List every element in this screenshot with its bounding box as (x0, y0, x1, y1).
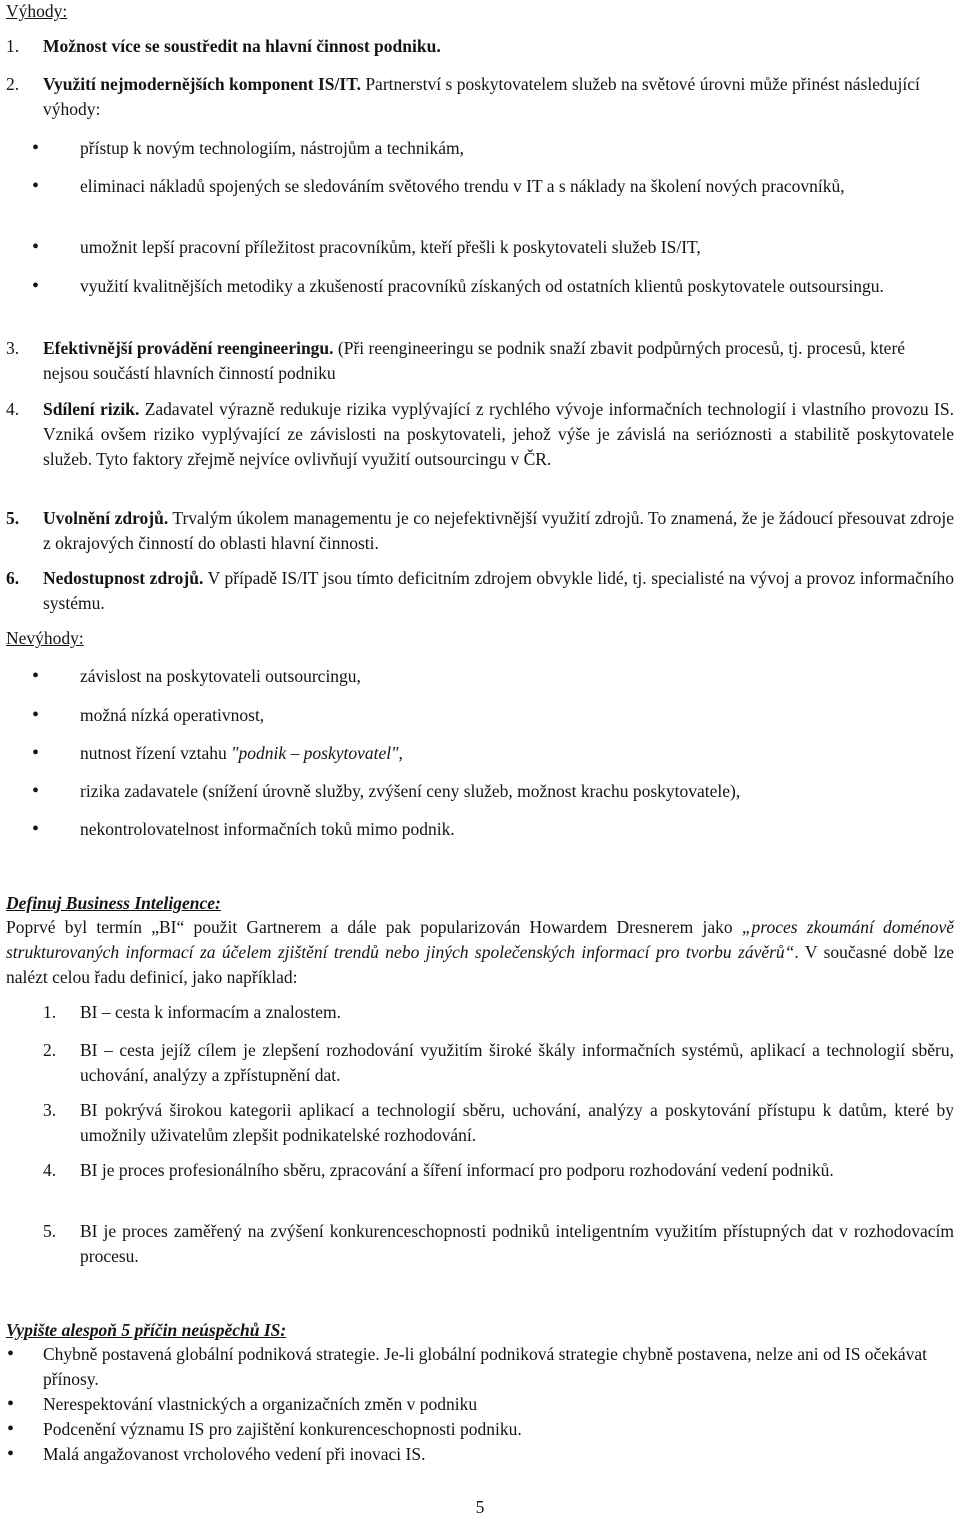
bullet-icon (7, 1417, 21, 1442)
list-item: BI pokrývá širokou kategorii aplikací a technologií sběru, uchování, analýzy a poskytování přístupu k datům, které by umožnily uživatelům zlepšit podnikatelské rozhodování. (80, 1100, 954, 1145)
list-item: přístup k novým technologiím, nástrojům a technikám, (80, 138, 464, 158)
list-item: rizika zadavatele (snížení úrovně služby, zvýšení ceny služeb, možnost krachu poskytovatele), (80, 781, 741, 801)
bullet-icon (32, 741, 46, 766)
bullet-icon (32, 779, 46, 804)
list-item: závislost na poskytovateli outsourcingu, (80, 666, 361, 686)
list-number: 1. (6, 36, 20, 56)
bullet-icon (32, 235, 46, 260)
disadvantages-heading: Nevýhody: (6, 628, 84, 648)
bullet-icon (7, 1392, 21, 1417)
bullet-icon (7, 1442, 21, 1467)
list-item (43, 397, 954, 472)
item-bold: Uvolnění zdrojů. (43, 508, 169, 528)
list-item (43, 34, 954, 59)
list-item: Malá angažovanost vrcholového vedení při inovaci IS. (43, 1444, 426, 1464)
list-item (80, 741, 954, 766)
list-item: BI je proces profesionálního sběru, zpracování a šíření informací pro podporu rozhodování vedení podniků. (80, 1160, 834, 1180)
list-item: nekontrolovatelnost informačních toků mimo podnik. (80, 819, 455, 839)
list-item: eliminaci nákladů spojených se sledováním světového trendu v IT a s náklady na školení nových pracovníků, (80, 176, 845, 196)
list-number: 6. (6, 568, 20, 588)
item-bold: Nedostupnost zdrojů. (43, 568, 204, 588)
list-item: umožnit lepší pracovní příležitost pracovníkům, kteří přešli k poskytovateli služeb IS/IT, (80, 237, 701, 257)
list-number: 4. (43, 1160, 57, 1180)
item-italic: "podnik – poskytovatel", (231, 743, 403, 763)
intro-quote: „proces zkoumání doménově strukturovaných informací za účelem zjištění trendů nebo jiných společenských informací pro tvorbu závěrů“ (6, 917, 954, 962)
item-bold: Efektivnější provádění reengineeringu. (43, 338, 334, 358)
list-number: 3. (6, 338, 20, 358)
item-bold: Využití nejmodernějších komponent IS/IT. (43, 74, 361, 94)
list-item: BI je proces zaměřený na zvýšení konkurenceschopnosti podniků inteligentním využitím přístupných dat v rozhodovacím procesu. (80, 1221, 954, 1266)
list-number: 2. (6, 74, 20, 94)
bullet-icon (32, 703, 46, 728)
list-item: Nerespektování vlastnických a organizačních změn v podniku (43, 1394, 478, 1414)
failures-heading: Vypište alespoň 5 příčin neúspěchů IS: (6, 1320, 287, 1340)
list-item (43, 506, 954, 556)
bullet-icon (32, 664, 46, 689)
list-number: 5. (6, 508, 20, 528)
list-item: využití kvalitnějších metodiky a zkušeností pracovníků získaných od ostatních klientů poskytovatele outsoursingu. (80, 276, 884, 296)
list-item (43, 72, 954, 122)
bullet-icon (32, 136, 46, 161)
bullet-icon (32, 274, 46, 299)
list-item: Chybně postavená globální podniková strategie. Je-li globální podniková strategie chybně postavena, nelze ani od IS očekávat přínosy. (43, 1344, 927, 1389)
list-number: 5. (43, 1221, 57, 1241)
list-number: 4. (6, 399, 20, 419)
item-text: Partnerství s poskytovatelem služeb na světové úrovni může přinést následující výhody: (43, 74, 920, 119)
item-bold: Možnost více se soustředit na hlavní činnost podniku. (43, 36, 441, 56)
item-bold: Sdílení rizik. (43, 399, 140, 419)
list-item: Podcenění významu IS pro zajištění konkurenceschopnosti podniku. (43, 1419, 522, 1439)
advantages-heading: Výhody: (6, 1, 68, 21)
list-number: 1. (43, 1002, 57, 1022)
list-number: 2. (43, 1040, 57, 1060)
bi-heading: Definuj Business Inteligence: (6, 893, 221, 913)
bi-intro (6, 915, 954, 990)
list-item (43, 336, 954, 386)
item-text: Trvalým úkolem managementu je co nejefektivnější využití zdrojů. To znamená, že je žádoucí přesouvat zdroje z okrajových činností do oblasti hlavní činnosti. (43, 508, 955, 553)
item-text: V případě IS/IT jsou tímto deficitním zdrojem obvykle lidé, tj. specialisté na vývoj a provoz informačního systému. (43, 568, 955, 613)
list-item: BI – cesta k informacím a znalostem. (80, 1002, 341, 1022)
bullet-icon (7, 1342, 21, 1367)
item-text: nutnost řízení vztahu (80, 743, 232, 763)
item-text: (Při reengineeringu se podnik snaží zbavit podpůrných procesů, tj. procesů, které nejsou součástí hlavních činností podniku (43, 338, 906, 383)
list-item: BI – cesta jejíž cílem je zlepšení rozhodování využitím široké škály informačních systémů, aplikací a technologií sběru, uchování, analýzy a zpřístupnění dat. (80, 1040, 954, 1085)
item-text: Zadavatel výrazně redukuje rizika vyplývající z rychlého vývoje informačních technologií i vlastního provozu IS. Vzniká ovšem riziko vyplývající ze závislosti na poskytovateli, jehož výše je závislá na serióznosti a stabilitě poskytovatele služeb. Tyto faktory zřejmě nejvíce ovlivňují využití outsourcingu v ČR. (43, 399, 954, 469)
list-item (43, 566, 954, 616)
page-number: 5 (475, 1497, 485, 1517)
intro-text: . V současné době lze nalézt celou řadu definicí, jako například: (6, 942, 954, 987)
list-item: možná nízká operativnost, (80, 705, 265, 725)
list-number: 3. (43, 1100, 57, 1120)
bullet-icon (32, 174, 46, 199)
intro-text: Poprvé byl termín „BI“ použit Gartnerem a dále pak popularizován Howardem Dresnerem jako (6, 917, 742, 937)
bullet-icon (32, 817, 46, 842)
